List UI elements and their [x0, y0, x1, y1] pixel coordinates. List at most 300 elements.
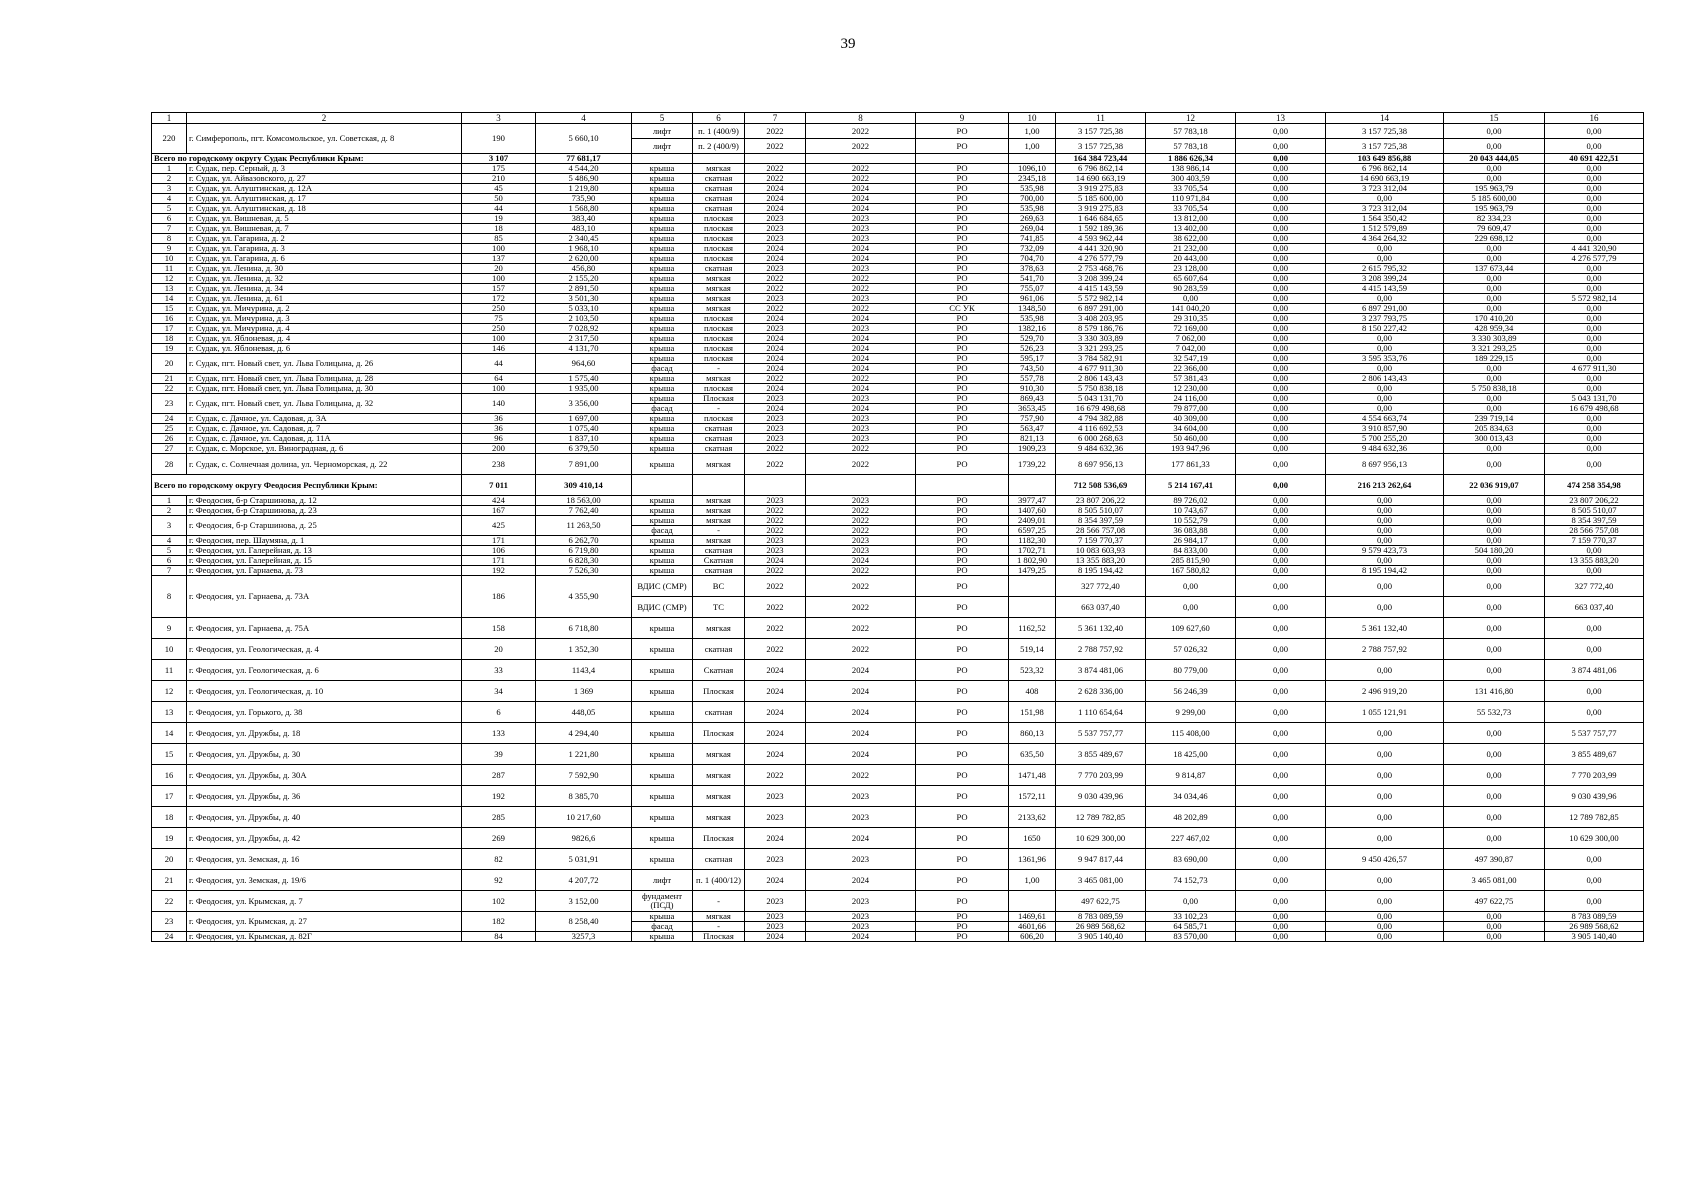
table-cell: 205 834,63 [1444, 424, 1545, 434]
table-cell: 24 116,00 [1146, 394, 1236, 404]
table-row [152, 164, 1644, 174]
table-cell: 3 321 293,25 [1056, 344, 1146, 354]
table-cell: 0,00 [1444, 765, 1545, 786]
table-cell: 961,06 [1009, 294, 1056, 304]
table-cell: 2022 [806, 274, 916, 284]
table-cell: 0,00 [1545, 304, 1644, 314]
table-cell: 6 796 862,14 [1326, 164, 1444, 174]
table-cell: мягкая [693, 454, 745, 475]
table-cell: 3 905 140,40 [1545, 932, 1644, 942]
table-cell: РО [916, 723, 1009, 744]
table-cell: 2023 [745, 496, 806, 506]
table-cell: 2022 [745, 597, 806, 618]
table-cell: 2024 [806, 364, 916, 374]
table-cell: РО [916, 828, 1009, 849]
table-cell: г. Судак, ул. Айвазовского, д. 27 [187, 174, 462, 184]
table-cell: крыша [632, 434, 693, 444]
table-cell: г. Судак, с. Солнечная долина, ул. Черноморская, д. 22 [187, 454, 462, 475]
table-cell: 26 984,17 [1146, 536, 1236, 546]
table-cell: 2023 [745, 264, 806, 274]
table-cell: скатная [693, 444, 745, 454]
table-cell: 2022 [806, 174, 916, 184]
table-cell: 5 033,10 [536, 304, 632, 314]
table-cell: 300 403,59 [1146, 174, 1236, 184]
table-cell: 21 232,00 [1146, 244, 1236, 254]
table-row [152, 444, 1644, 454]
table-cell: 0,00 [1236, 807, 1326, 828]
table-cell: 2023 [745, 912, 806, 922]
table-cell: 6 [462, 702, 536, 723]
table-cell: 541,70 [1009, 274, 1056, 284]
table-cell: скатная [693, 194, 745, 204]
table-cell: 0,00 [1146, 294, 1236, 304]
table-cell: крыша [632, 354, 693, 364]
table-cell: 4 544,20 [536, 164, 632, 174]
table-cell: 19 [152, 828, 187, 849]
table-cell: 0,00 [1236, 681, 1326, 702]
table-cell: 0,00 [1236, 234, 1326, 244]
table-row [152, 639, 1644, 660]
table-cell: 5 537 757,77 [1545, 723, 1644, 744]
table-cell: крыша [632, 702, 693, 723]
table-cell: 2024 [745, 384, 806, 394]
table-cell: 3 723 312,04 [1326, 204, 1444, 214]
table-cell: г. Судак, с. Дачное, ул. Садовая, д. 3А [187, 414, 462, 424]
table-cell: 1 568,80 [536, 204, 632, 214]
table-cell: 0,00 [1545, 224, 1644, 234]
table-cell: 3 465 081,00 [1444, 870, 1545, 891]
table-cell: г. Судак, ул. Алуштинская, д. 17 [187, 194, 462, 204]
table-cell: 20 [152, 849, 187, 870]
table-cell: 2 615 795,32 [1326, 264, 1444, 274]
table-cell: 4601,66 [1009, 922, 1056, 932]
table-cell: 9 299,00 [1146, 702, 1236, 723]
table-cell: 12 [152, 681, 187, 702]
table-cell: РО [916, 546, 1009, 556]
table-cell: 110 971,84 [1146, 194, 1236, 204]
table-cell: 182 [462, 912, 536, 932]
table-cell: 0,00 [1236, 618, 1326, 639]
capital-repair-table [151, 112, 1644, 942]
column-number-cell: 3 [462, 113, 536, 124]
table-cell: 239 719,14 [1444, 414, 1545, 424]
table-cell: 0,00 [1326, 891, 1444, 912]
table-cell: скатная [693, 174, 745, 184]
table-cell: 1361,96 [1009, 849, 1056, 870]
table-cell: 8 783 089,59 [1545, 912, 1644, 922]
table-cell: 2024 [806, 660, 916, 681]
table-cell: плоская [693, 354, 745, 364]
table-cell: 1 575,40 [536, 374, 632, 384]
table-cell: 45 [462, 184, 536, 194]
table-cell: г. Судак, ул. Ленина, д. 30 [187, 264, 462, 274]
table-cell: г. Феодосия, ул. Галерейная, д. 13 [187, 546, 462, 556]
table-cell: г. Судак, ул. Ленина, д. 34 [187, 284, 462, 294]
table-cell: 741,85 [1009, 234, 1056, 244]
table-cell: 8 697 956,13 [1326, 454, 1444, 475]
table-cell: 4 794 382,88 [1056, 414, 1146, 424]
table-cell: 8 385,70 [536, 786, 632, 807]
table-cell: 6 828,30 [536, 556, 632, 566]
table-cell: 12 789 782,85 [1056, 807, 1146, 828]
table-cell: 557,78 [1009, 374, 1056, 384]
table-cell: 285 815,90 [1146, 556, 1236, 566]
table-cell: 0,00 [1236, 414, 1326, 424]
table-cell: 8 783 089,59 [1056, 912, 1146, 922]
table-cell: 195 963,79 [1444, 184, 1545, 194]
table-cell: 700,00 [1009, 194, 1056, 204]
table-cell: 712 508 536,69 [1056, 475, 1146, 496]
table-cell: 16 [152, 765, 187, 786]
table-cell: 0,00 [1444, 284, 1545, 294]
table-cell: 18 [462, 224, 536, 234]
table-cell: 3 595 353,76 [1326, 354, 1444, 364]
column-number-cell: 2 [187, 113, 462, 124]
table-cell: 2133,62 [1009, 807, 1056, 828]
table-cell: 0,00 [1444, 922, 1545, 932]
table-cell: 6 [152, 556, 187, 566]
table-cell: 74 152,73 [1146, 870, 1236, 891]
table-cell: 34 604,00 [1146, 424, 1236, 434]
table-cell: фасад [632, 922, 693, 932]
table-cell: 3 157 725,38 [1056, 124, 1146, 139]
table-cell: 5 750 838,18 [1056, 384, 1146, 394]
table-cell: г. Феодосия, ул. Крымская, д. 27 [187, 912, 462, 932]
table-cell: 2023 [806, 496, 916, 506]
table-cell: 2023 [806, 224, 916, 234]
column-number-cell: 16 [1545, 113, 1644, 124]
table-cell: крыша [632, 274, 693, 284]
table-cell: 2 [152, 174, 187, 184]
table-cell: крыша [632, 294, 693, 304]
table-cell: 5 750 838,18 [1444, 384, 1545, 394]
table-cell: 100 [462, 274, 536, 284]
table-cell: 1 110 654,64 [1056, 702, 1146, 723]
table-cell: 7 [152, 224, 187, 234]
table-cell: 1739,22 [1009, 454, 1056, 475]
table-cell: 3 152,00 [536, 891, 632, 912]
table-cell: РО [916, 294, 1009, 304]
table-cell: 287 [462, 765, 536, 786]
table-cell: 56 246,39 [1146, 681, 1236, 702]
table-cell: 100 [462, 334, 536, 344]
table-cell: 151,98 [1009, 702, 1056, 723]
table-cell: 82 334,23 [1444, 214, 1545, 224]
table-cell: 5 043 131,70 [1545, 394, 1644, 404]
table-cell: 2022 [745, 506, 806, 516]
table-cell: 0,00 [1236, 364, 1326, 374]
table-cell: 0,00 [1444, 454, 1545, 475]
table-cell: 0,00 [1444, 506, 1545, 516]
table-cell: 12 230,00 [1146, 384, 1236, 394]
column-number-cell: 14 [1326, 113, 1444, 124]
table-cell: 378,63 [1009, 264, 1056, 274]
table-cell: 7 011 [462, 475, 536, 496]
table-cell: 84 833,00 [1146, 546, 1236, 556]
table-cell: скатная [693, 184, 745, 194]
table-cell: г. Феодосия, ул. Галерейная, д. 15 [187, 556, 462, 566]
table-cell: 2022 [806, 454, 916, 475]
table-cell: 2022 [806, 576, 916, 597]
table-cell: 10 217,60 [536, 807, 632, 828]
table-cell: крыша [632, 506, 693, 516]
table-cell: РО [916, 394, 1009, 404]
table-cell: 2024 [806, 870, 916, 891]
table-cell: 175 [462, 164, 536, 174]
table-cell: 1650 [1009, 828, 1056, 849]
table-cell: 2022 [806, 284, 916, 294]
table-cell: 2 788 757,92 [1326, 639, 1444, 660]
table-cell: РО [916, 922, 1009, 932]
table-cell: 200 [462, 444, 536, 454]
table-cell: 0,00 [1545, 214, 1644, 224]
column-number-cell: 8 [806, 113, 916, 124]
table-cell: 131 416,80 [1444, 681, 1545, 702]
table-cell: 1 564 350,42 [1326, 214, 1444, 224]
table-cell: 220 [152, 124, 187, 154]
table-cell: 7 062,00 [1146, 334, 1236, 344]
table-cell: Плоская [693, 394, 745, 404]
table-cell: 10 [152, 254, 187, 264]
table-cell: 3 356,00 [536, 394, 632, 414]
table-row [152, 891, 1644, 912]
table-cell: 0,00 [1236, 384, 1326, 394]
table-cell [693, 154, 745, 164]
table-cell: 4 593 962,44 [1056, 234, 1146, 244]
table-cell: 2023 [745, 414, 806, 424]
table-row [152, 374, 1644, 384]
table-cell: ТС [693, 597, 745, 618]
table-cell: 157 [462, 284, 536, 294]
table-cell: 1479,25 [1009, 566, 1056, 576]
table-cell: 20 [462, 639, 536, 660]
table-cell: 0,00 [1236, 404, 1326, 414]
table-cell: крыша [632, 394, 693, 404]
table-cell: РО [916, 404, 1009, 414]
table-row [152, 274, 1644, 284]
table-cell [745, 154, 806, 164]
table-row [152, 536, 1644, 546]
table-cell: 0,00 [1545, 194, 1644, 204]
table-cell: 2023 [806, 424, 916, 434]
table-cell: 2022 [745, 454, 806, 475]
table-cell: 0,00 [1444, 526, 1545, 536]
table-cell: 1909,23 [1009, 444, 1056, 454]
table-cell: 2 788 757,92 [1056, 639, 1146, 660]
table-cell: 1 055 121,91 [1326, 702, 1444, 723]
table-row [152, 786, 1644, 807]
table-cell: скатная [693, 849, 745, 870]
table-cell: - [693, 526, 745, 536]
table-cell: 2022 [745, 174, 806, 184]
table-cell: 2024 [806, 244, 916, 254]
table-cell: 497 622,75 [1056, 891, 1146, 912]
table-cell: г. Судак, ул. Алуштинская, д. 18 [187, 204, 462, 214]
table-cell: 1 512 579,89 [1326, 224, 1444, 234]
table-cell: 0,00 [1146, 576, 1236, 597]
table-cell: плоская [693, 344, 745, 354]
table-cell: ВДИС (СМР) [632, 597, 693, 618]
table-cell: РО [916, 506, 1009, 516]
table-cell: 1 886 626,34 [1146, 154, 1236, 164]
table-cell: 65 607,64 [1146, 274, 1236, 284]
table-cell: РО [916, 314, 1009, 324]
table-cell: 13 355 883,20 [1545, 556, 1644, 566]
table-cell: 635,50 [1009, 744, 1056, 765]
table-cell: 0,00 [1236, 828, 1326, 849]
table-cell: 0,00 [1326, 556, 1444, 566]
table-cell: 0,00 [1236, 184, 1326, 194]
table-cell: г. Феодосия, б-р Старшинова, д. 12 [187, 496, 462, 506]
table-row [152, 194, 1644, 204]
table-cell: крыша [632, 334, 693, 344]
table-cell: 5 214 167,41 [1146, 475, 1236, 496]
table-cell: 20 043 444,05 [1444, 154, 1545, 164]
table-cell: 2024 [745, 254, 806, 264]
table-cell: РО [916, 496, 1009, 506]
table-cell: ВДИС (СМР) [632, 576, 693, 597]
table-cell: 0,00 [1545, 414, 1644, 424]
table-cell: г. Феодосия, ул. Геологическая, д. 4 [187, 639, 462, 660]
table-cell: 170 410,20 [1444, 314, 1545, 324]
table-cell: РО [916, 124, 1009, 139]
table-cell: 0,00 [1236, 324, 1326, 334]
table-cell: 0,00 [1236, 354, 1326, 364]
table-cell: 327 772,40 [1545, 576, 1644, 597]
table-cell: мягкая [693, 304, 745, 314]
table-cell: 2023 [806, 922, 916, 932]
table-row [152, 849, 1644, 870]
table-row [152, 556, 1644, 566]
table-cell: 1 837,10 [536, 434, 632, 444]
table-cell: 0,00 [1236, 124, 1326, 139]
table-cell: 6 718,80 [536, 618, 632, 639]
table-cell: г. Судак, ул. Мичурина, д. 3 [187, 314, 462, 324]
table-cell: 2022 [745, 124, 806, 139]
table-cell: 4 677 911,30 [1056, 364, 1146, 374]
table-cell: 869,43 [1009, 394, 1056, 404]
table-cell: 0,00 [1236, 194, 1326, 204]
table-cell: 0,00 [1545, 639, 1644, 660]
table-cell: крыша [632, 214, 693, 224]
table-cell: 171 [462, 556, 536, 566]
table-cell: 2023 [806, 214, 916, 224]
table-cell: лифт [632, 124, 693, 139]
table-row [152, 660, 1644, 681]
table-cell: 0,00 [1545, 184, 1644, 194]
table-row [152, 506, 1644, 516]
table-row [152, 618, 1644, 639]
table-cell: 8 150 227,42 [1326, 324, 1444, 334]
table-cell: 1182,30 [1009, 536, 1056, 546]
table-cell [1009, 597, 1056, 618]
table-cell: крыша [632, 849, 693, 870]
table-cell: 2022 [745, 164, 806, 174]
table-cell: 0,00 [1236, 723, 1326, 744]
table-cell: 250 [462, 304, 536, 314]
table-cell: 23 [152, 912, 187, 932]
table-cell: 2024 [745, 194, 806, 204]
table-cell: 0,00 [1236, 576, 1326, 597]
table-cell: 4 441 320,90 [1056, 244, 1146, 254]
table-cell: 2023 [745, 394, 806, 404]
table-cell: 0,00 [1444, 932, 1545, 942]
table-cell: 1 [152, 496, 187, 506]
table-row [152, 807, 1644, 828]
table-cell: 5 572 982,14 [1545, 294, 1644, 304]
table-cell: 6 897 291,00 [1056, 304, 1146, 314]
table-cell: 3 501,30 [536, 294, 632, 304]
table-cell: 0,00 [1545, 444, 1644, 454]
table-cell: 6 [152, 214, 187, 224]
table-cell [1009, 891, 1056, 912]
table-cell: 0,00 [1545, 374, 1644, 384]
table-cell: 4 [152, 536, 187, 546]
table-cell: 4 677 911,30 [1545, 364, 1644, 374]
table-cell: 23 807 206,22 [1545, 496, 1644, 506]
table-cell: 5 537 757,77 [1056, 723, 1146, 744]
table-cell: 2022 [745, 374, 806, 384]
table-cell: РО [916, 164, 1009, 174]
table-cell: 227 467,02 [1146, 828, 1236, 849]
table-cell: 14 [152, 294, 187, 304]
table-cell: 1348,50 [1009, 304, 1056, 314]
table-cell: 526,23 [1009, 344, 1056, 354]
table-cell: 210 [462, 174, 536, 184]
table-cell: 0,00 [1326, 384, 1444, 394]
table-cell: крыша [632, 424, 693, 434]
table-cell: РО [916, 414, 1009, 424]
table-row [152, 702, 1644, 723]
table-cell: РО [916, 526, 1009, 536]
table-cell: 192 [462, 786, 536, 807]
table-cell: 0,00 [1545, 124, 1644, 139]
table-cell: 1471,48 [1009, 765, 1056, 786]
table-cell: 0,00 [1444, 516, 1545, 526]
table-cell: 424 [462, 496, 536, 506]
table-cell: скатная [693, 434, 745, 444]
table-cell: 0,00 [1545, 354, 1644, 364]
table-cell: 2023 [745, 891, 806, 912]
table-cell: г. Феодосия, ул. Дружбы, д. 30А [187, 765, 462, 786]
table-cell: 137 [462, 254, 536, 264]
table-cell: РО [916, 184, 1009, 194]
table-cell: крыша [632, 546, 693, 556]
table-cell: 92 [462, 870, 536, 891]
table-cell: п. 2 (400/9) [693, 139, 745, 154]
table-cell: п. 1 (400/12) [693, 870, 745, 891]
table-cell: 6 719,80 [536, 546, 632, 556]
table-cell: 0,00 [1545, 454, 1644, 475]
table-cell: 0,00 [1326, 765, 1444, 786]
table-cell: 216 213 262,64 [1326, 475, 1444, 496]
table-cell: 2024 [806, 344, 916, 354]
table-cell: мягкая [693, 506, 745, 516]
table-cell: скатная [693, 566, 745, 576]
table-cell: 0,00 [1444, 394, 1545, 404]
table-cell: 5 031,91 [536, 849, 632, 870]
table-cell: 0,00 [1236, 516, 1326, 526]
table-cell: 24 [152, 414, 187, 424]
table-cell: 3 107 [462, 154, 536, 164]
table-cell: 2022 [806, 444, 916, 454]
table-row [152, 284, 1644, 294]
table-cell: 504 180,20 [1444, 546, 1545, 556]
table-cell: крыша [632, 344, 693, 354]
table-cell: 17 [152, 786, 187, 807]
table-cell: 26 989 568,62 [1545, 922, 1644, 932]
table-cell: 9 579 423,73 [1326, 546, 1444, 556]
